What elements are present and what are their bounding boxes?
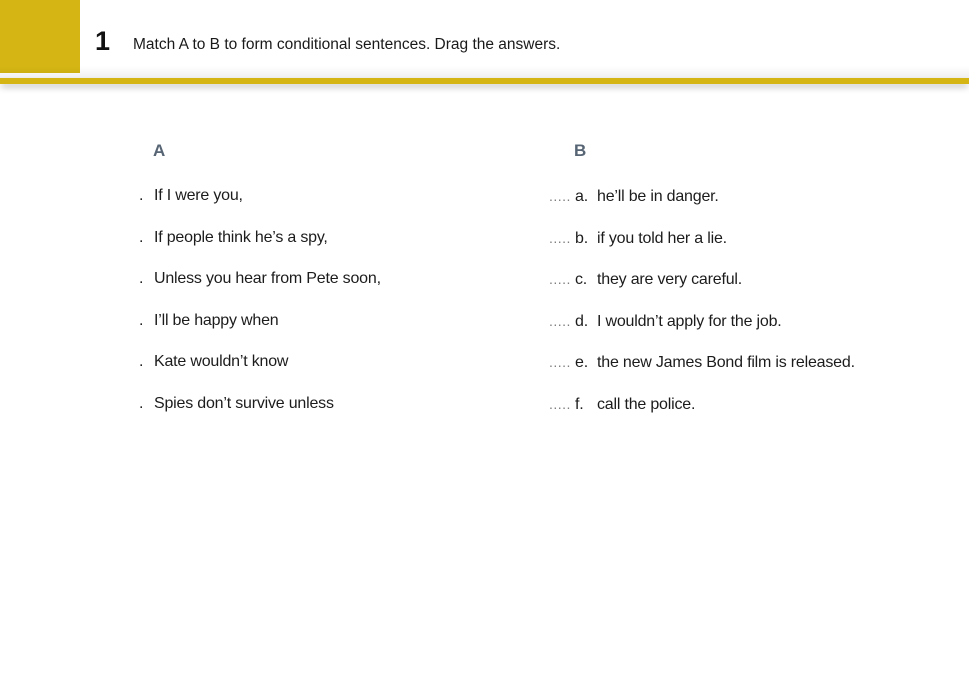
match-item-b-a[interactable] — [549, 186, 719, 206]
answer-drop-slot[interactable]: ..... — [549, 312, 571, 329]
column-b-label: B — [574, 141, 587, 160]
instruction-text: Match A to B to form conditional sentences. Drag the answers. — [133, 36, 561, 53]
item-text: he’ll be in danger. — [597, 188, 719, 205]
match-item-a3[interactable] — [139, 269, 381, 289]
answer-drop-slot[interactable]: ..... — [549, 229, 571, 246]
match-item-b-d[interactable] — [549, 311, 782, 331]
item-letter: f. — [575, 395, 584, 413]
item-text: Unless you hear from Pete soon, — [154, 270, 381, 287]
exercise-header — [0, 0, 969, 78]
exercise-badge — [0, 0, 80, 73]
column-a-label: A — [153, 141, 166, 160]
item-text: Kate wouldn’t know — [154, 353, 289, 370]
answer-drop-slot[interactable]: ..... — [549, 271, 571, 287]
item-text: If I were you, — [154, 187, 243, 204]
match-item-a1[interactable] — [139, 186, 243, 206]
item-marker: . — [139, 394, 144, 412]
header-divider — [0, 78, 969, 84]
item-letter: b. — [575, 229, 588, 247]
exercise-number: 1 — [95, 26, 110, 56]
item-marker: . — [139, 353, 144, 370]
item-marker: . — [139, 270, 144, 287]
answer-drop-slot[interactable]: ..... — [549, 188, 571, 204]
match-item-b-b[interactable] — [549, 228, 727, 248]
item-letter: d. — [575, 312, 588, 330]
item-marker: . — [139, 187, 144, 204]
item-text: the new James Bond film is released. — [597, 354, 855, 371]
answer-drop-slot[interactable]: ..... — [549, 354, 571, 370]
item-text: call the police. — [597, 395, 696, 413]
match-item-b-c[interactable] — [549, 269, 742, 289]
item-text: If people think he’s a spy, — [154, 228, 328, 246]
match-item-a2[interactable] — [139, 228, 328, 248]
item-text: I wouldn’t apply for the job. — [597, 312, 782, 330]
match-item-b-f[interactable] — [549, 394, 695, 414]
item-marker: . — [139, 228, 144, 246]
match-item-a5[interactable] — [139, 352, 288, 372]
item-text: I’ll be happy when — [154, 311, 279, 329]
match-item-b-e[interactable] — [549, 352, 855, 372]
item-marker: . — [139, 311, 144, 329]
item-letter: c. — [575, 271, 588, 288]
item-text: if you told her a lie. — [597, 229, 727, 247]
answer-drop-slot[interactable]: ..... — [549, 395, 571, 412]
item-letter: e. — [575, 354, 588, 371]
match-item-a4[interactable] — [139, 311, 279, 331]
item-text: Spies don’t survive unless — [154, 394, 334, 412]
match-item-a6[interactable] — [139, 394, 334, 414]
item-text: they are very careful. — [597, 271, 742, 288]
item-letter: a. — [575, 188, 588, 205]
